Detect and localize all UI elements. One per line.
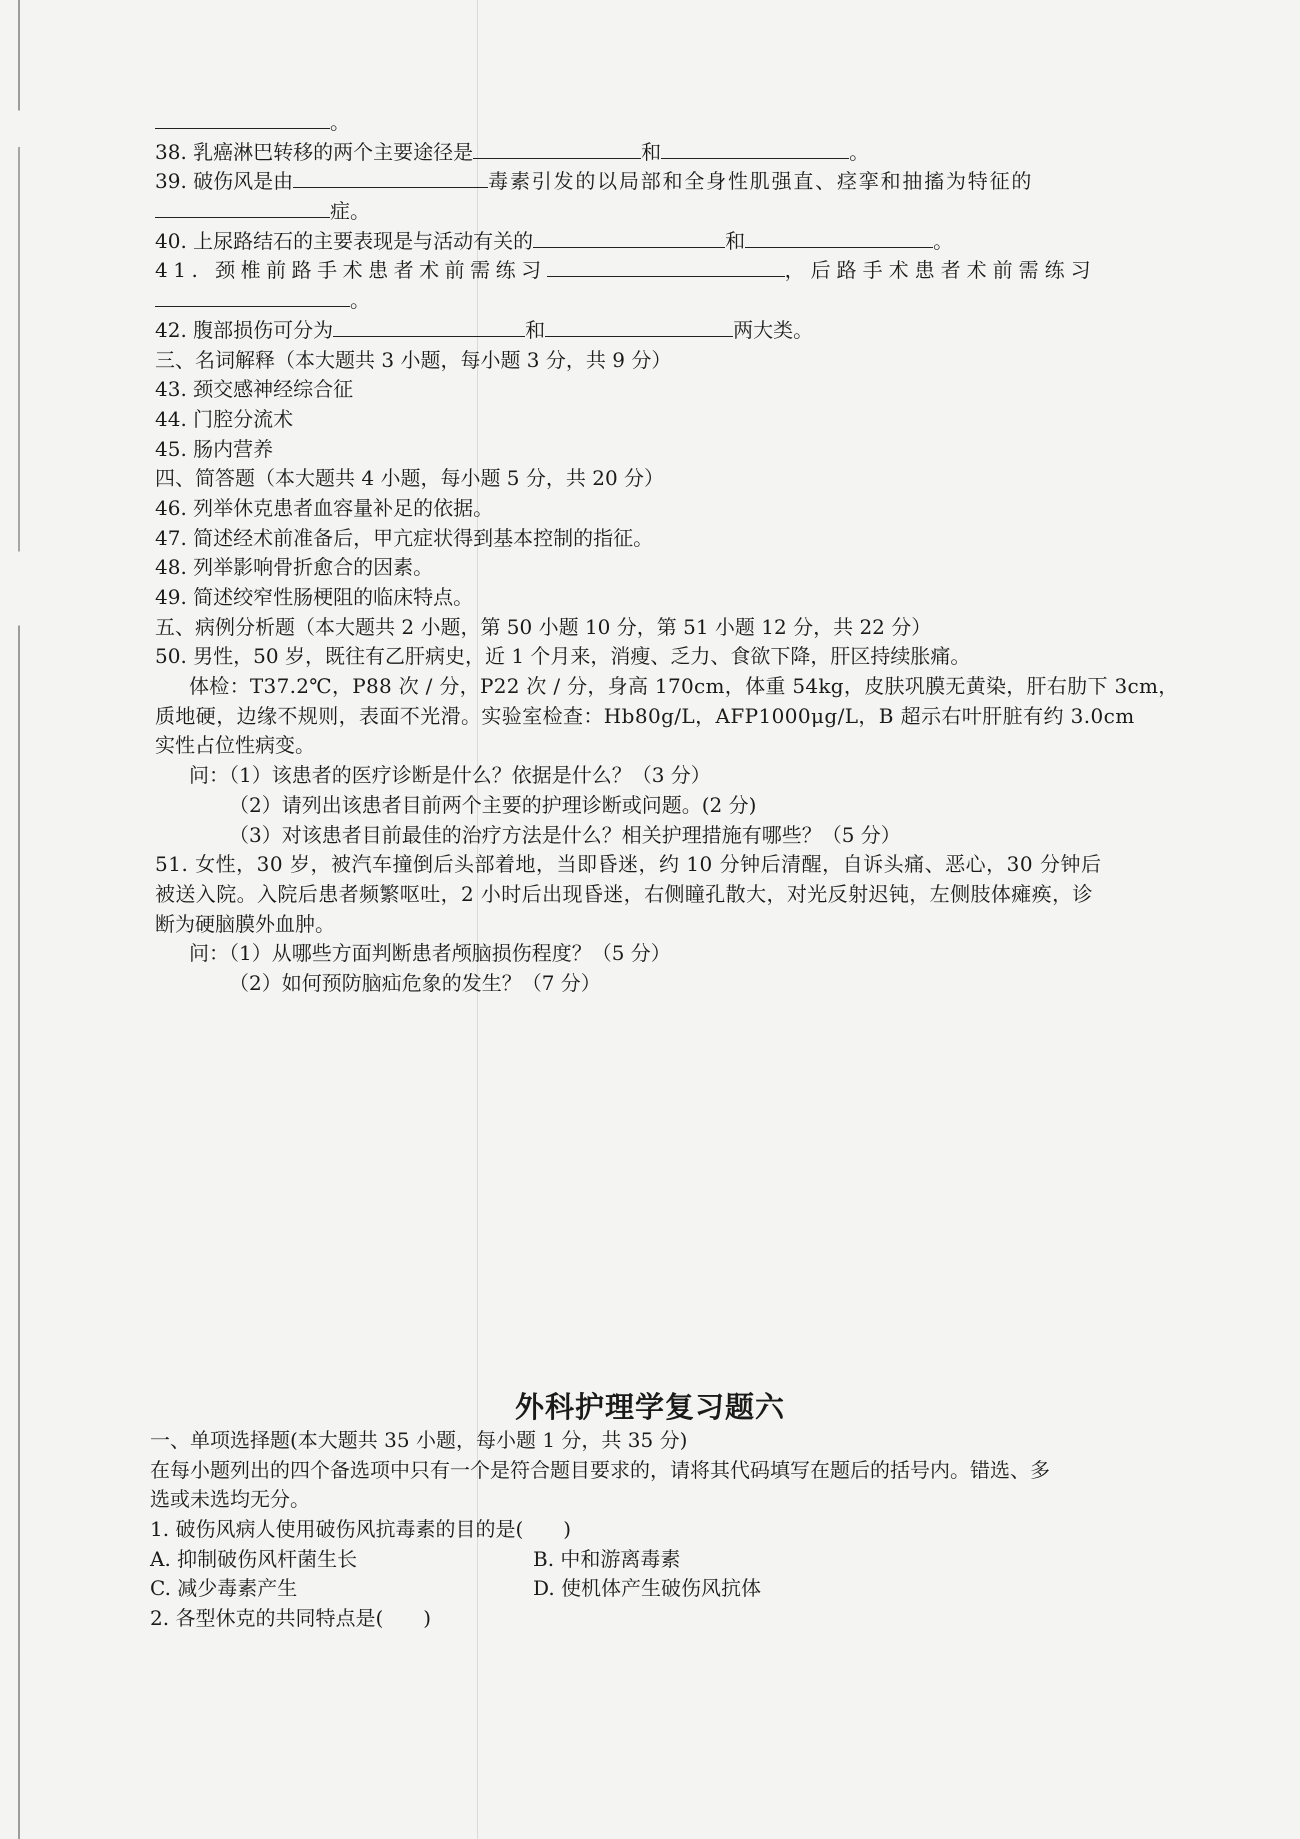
- answer-blank[interactable]: [473, 138, 641, 159]
- answer-blank[interactable]: [745, 227, 933, 248]
- section-heading-1: 一、单项选择题(本大题共 35 小题，每小题 1 分，共 35 分): [150, 1428, 688, 1452]
- option-b[interactable]: B. 中和游离毒素: [533, 1546, 681, 1571]
- question-50-exam-3: 实性占位性病变。: [155, 733, 315, 758]
- question-50-exam-1: 体检：T37.2℃，P88 次 / 分，P22 次 / 分，身高 170cm，体重 54kg，皮肤巩膜无黄染，肝右肋下 3cm，: [189, 674, 1179, 699]
- scan-edge: [18, 0, 20, 1839]
- question-42: 42. 腹部损伤可分为 和 两大类。: [155, 317, 814, 342]
- question-51: 51. 女性，30 岁，被汽车撞倒后头部着地，当即昏迷，约 10 分钟后清醒，自诉头痛、恶心，30 分钟后: [155, 852, 1102, 877]
- question-45: 45. 肠内营养: [155, 436, 274, 461]
- question-39-cont: 症。: [155, 197, 1185, 227]
- question-51-ask-1: 问：（1）从哪些方面判断患者颅脑损伤程度？（5 分）: [189, 941, 671, 966]
- page-title: 外科护理学复习题六: [514, 1390, 785, 1424]
- answer-blank[interactable]: [547, 256, 785, 277]
- question-50-ask-3: （3）对该患者目前最佳的治疗方法是什么？相关护理措施有哪些？（5 分）: [229, 822, 901, 847]
- question-51-cont: 被送入院。入院后患者频繁呕吐，2 小时后出现昏迷，右侧瞳孔散大，对光反射迟钝，左侧肢体瘫痪，诊: [155, 881, 1093, 906]
- q37-tail: 。: [155, 108, 1185, 138]
- answer-blank[interactable]: [293, 167, 488, 188]
- section-heading-5: 五、病例分析题（本大题共 2 小题，第 50 小题 10 分，第 51 小题 12 分，共 22 分）: [155, 614, 932, 639]
- question-1-options-row-1: [150, 1544, 1185, 1574]
- option-a[interactable]: A. 抑制破伤风杆菌生长: [150, 1546, 358, 1571]
- answer-blank[interactable]: [155, 286, 350, 307]
- option-d[interactable]: D. 使机体产生破伤风抗体: [533, 1576, 762, 1601]
- question-48: 48. 列举影响骨折愈合的因素。: [155, 555, 434, 580]
- answer-blank[interactable]: [333, 316, 525, 337]
- exam-section-a: [155, 108, 1185, 999]
- section-heading-4: 四、简答题（本大题共 4 小题，每小题 5 分，共 20 分）: [155, 466, 665, 491]
- answer-blank[interactable]: [661, 138, 849, 159]
- option-c[interactable]: C. 减少毒素产生: [150, 1576, 298, 1601]
- answer-blank[interactable]: [533, 227, 725, 248]
- question-1: 1. 破伤风病人使用破伤风抗毒素的目的是( ): [150, 1517, 572, 1542]
- question-51-ask-2: （2）如何预防脑疝危象的发生？（7 分）: [229, 970, 601, 995]
- answer-blank[interactable]: [155, 197, 330, 218]
- question-38: 38. 乳癌淋巴转移的两个主要途径是 和 。: [155, 139, 870, 164]
- question-50-ask-2: （2）请列出该患者目前两个主要的护理诊断或问题。(2 分): [229, 792, 757, 817]
- question-50: 50. 男性，50 岁，既往有乙肝病史，近 1 个月来，消瘦、乏力、食欲下降，肝区持续胀痛。: [155, 644, 971, 669]
- question-50-ask-1: 问：（1）该患者的医疗诊断是什么？依据是什么？（3 分）: [189, 763, 711, 788]
- instructions: 在每小题列出的四个备选项中只有一个是符合题目要求的，请将其代码填写在题后的括号内。错选、多: [150, 1457, 1050, 1482]
- question-44: 44. 门腔分流术: [155, 406, 294, 431]
- answer-blank[interactable]: [155, 108, 330, 129]
- question-50-exam-2: 质地硬，边缘不规则，表面不光滑。实验室检查：Hb80g/L，AFP1000μg/L，B 超示右叶肝脏有约 3.0cm: [155, 703, 1135, 728]
- question-41-cont: 。: [155, 286, 1185, 316]
- question-47: 47. 简述经术前准备后，甲亢症状得到基本控制的指征。: [155, 525, 654, 550]
- instructions-cont: 选或未选均无分。: [150, 1487, 310, 1512]
- section-heading-3: 三、名词解释（本大题共 3 小题，每小题 3 分，共 9 分）: [155, 347, 672, 372]
- question-49: 49. 简述绞窄性肠梗阻的临床特点。: [155, 585, 474, 609]
- question-2: 2. 各型休克的共同特点是( ): [150, 1606, 432, 1631]
- question-46: 46. 列举休克患者血容量补足的依据。: [155, 495, 494, 520]
- question-51-cont-2: 断为硬脑膜外血肿。: [155, 911, 335, 936]
- question-43: 43. 颈交感神经综合征: [155, 377, 354, 402]
- question-1-options-row-2: [150, 1573, 1185, 1603]
- exam-section-b: [150, 1425, 1185, 1633]
- answer-blank[interactable]: [545, 316, 733, 337]
- question-40: 40. 上尿路结石的主要表现是与活动有关的 和 。: [155, 228, 954, 253]
- question-39: 39. 破伤风是由 毒素引发的以局部和全身性肌强直、痉挛和抽搐为特征的: [155, 169, 1034, 194]
- question-41: 41. 颈椎前路手术患者术前需练习 ，后路手术患者术前需练习: [155, 258, 1097, 283]
